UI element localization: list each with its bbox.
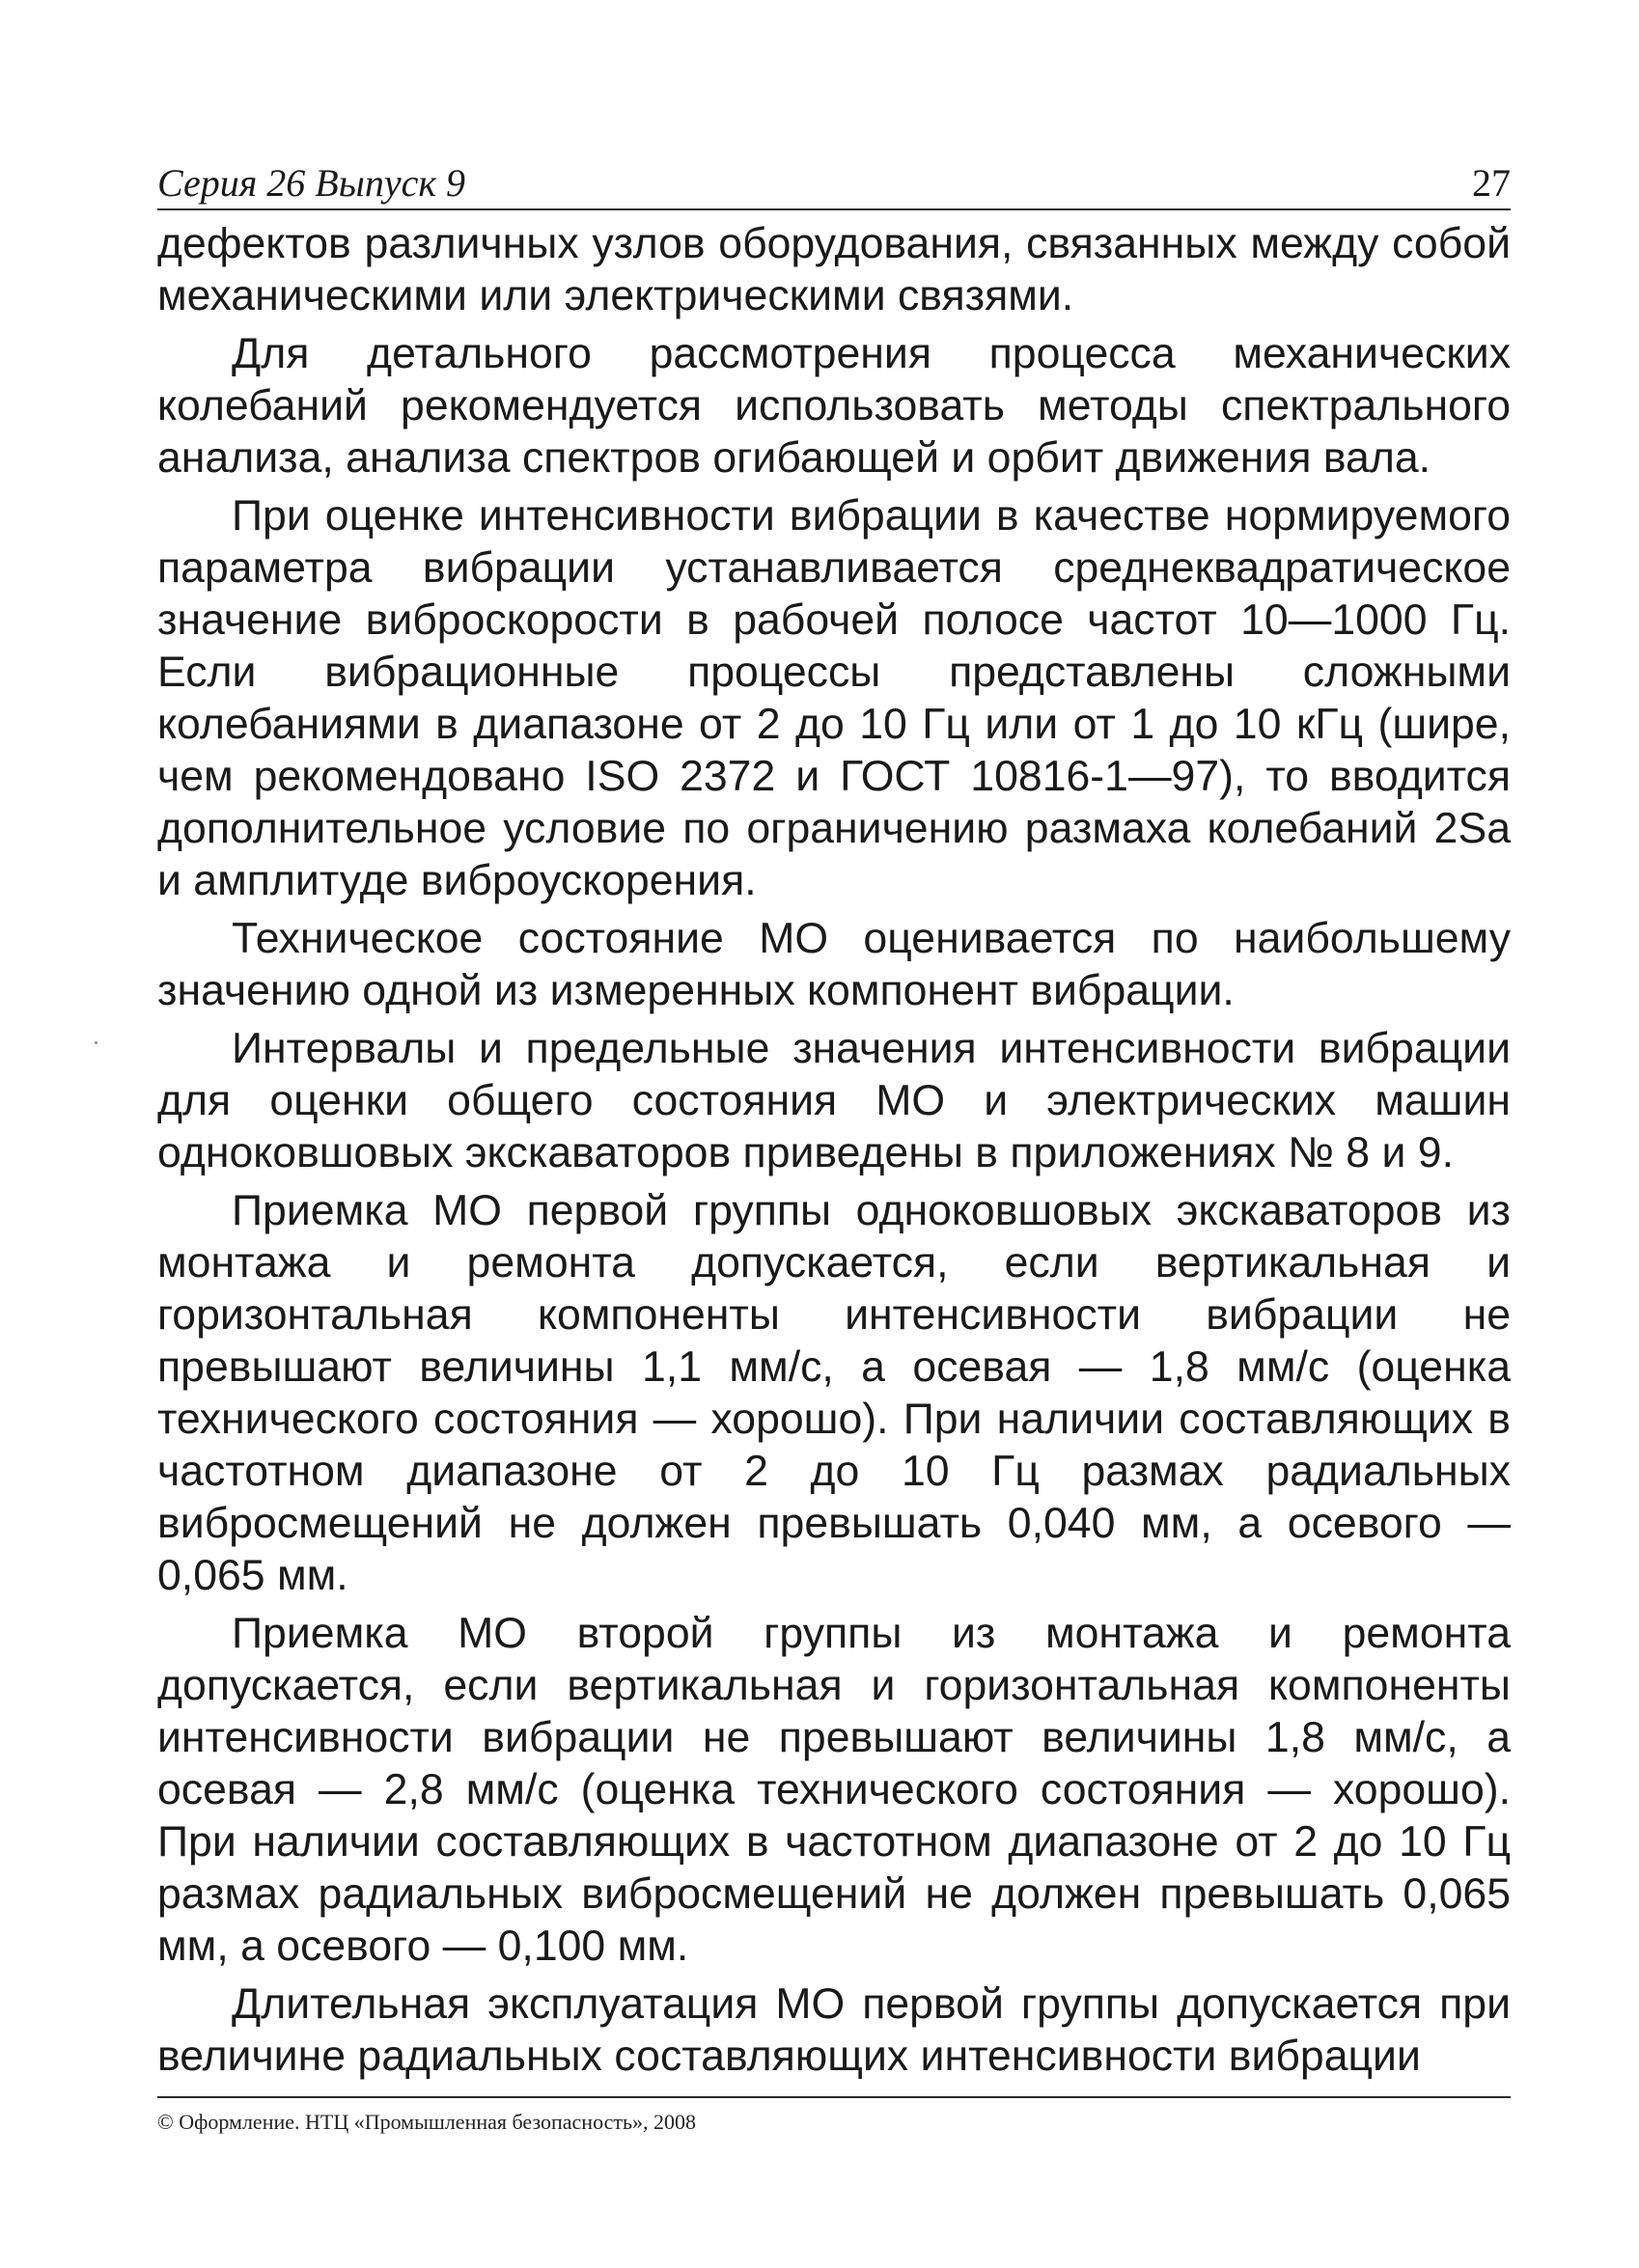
paragraph: Для детального рассмотрения процесса механических колебаний рекомендуется использовать методы спектрального анализа, анализа спектров огибающей и орбит движения вала. [157, 330, 1511, 482]
paragraph: Приемка МО второй группы из монтажа и ремонта допускается, если вертикальная и горизонтальная компоненты интенсивности вибрации не превышают величины 1,8 мм/с, а осевая — 2,8 мм/с (оценка технического состояния — хорошо). При наличии составляющих в частотном диапазоне от 2 до 10 Гц размах радиальных вибросмещений не должен превышать 0,065 мм, а осевого — 0,100 мм. [157, 1610, 1511, 1970]
paragraph: Приемка МО первой группы одноковшовых экскаваторов из монтажа и ремонта допускается, если вертикальная и горизонтальная компоненты интенсивности вибрации не превышают величины 1,1 мм/с, а осевая — 1,8 мм/с (оценка технического состояния — хорошо). При наличии составляющих в частотном диапазоне от 2 до 10 Гц размах радиальных вибросмещений не должен превышать 0,040 мм, а осевого — 0,065 мм. [157, 1187, 1511, 1599]
header-series-title: Серия 26 Выпуск 9 [157, 161, 466, 205]
running-header [157, 154, 1511, 210]
paragraph: Техническое состояние МО оценивается по наибольшему значению одной из измеренных компонент вибрации. [157, 915, 1511, 1014]
body-text [157, 218, 1511, 2088]
paragraph: Интервалы и предельные значения интенсивности вибрации для оценки общего состояния МО и электрических машин одноковшовых экскаваторов приведены в приложениях № 8 и 9. [157, 1025, 1511, 1176]
footer-copyright: © Оформление. НТЦ «Промышленная безопасность», 2008 [157, 2110, 697, 2134]
paragraph-continued: дефектов различных узлов оборудования, связанных между собой механическими или электрическими связями. [157, 220, 1511, 319]
page-footer [157, 2096, 1511, 2135]
paragraph: При оценке интенсивности вибрации в качестве нормируемого параметра вибрации устанавливается среднеквадратическое значение виброскорости в рабочей полосе частот 10—1000 Гц. Если вибрационные процессы представлены сложными колебаниями в диапазоне от 2 до 10 Гц или от 1 до 10 кГц (шире, чем рекомендовано ISO 2372 и ГОСТ 10816-1—97), то вводится дополнительное условие по ограничению размаха колебаний 2Sа и амплитуде виброускорения. [157, 492, 1511, 904]
page-number: 27 [1472, 161, 1511, 205]
margin-dot [95, 1041, 97, 1044]
paragraph: Длительная эксплуатация МО первой группы допускается при величине радиальных составляющих интенсивности вибрации [157, 1980, 1511, 2080]
